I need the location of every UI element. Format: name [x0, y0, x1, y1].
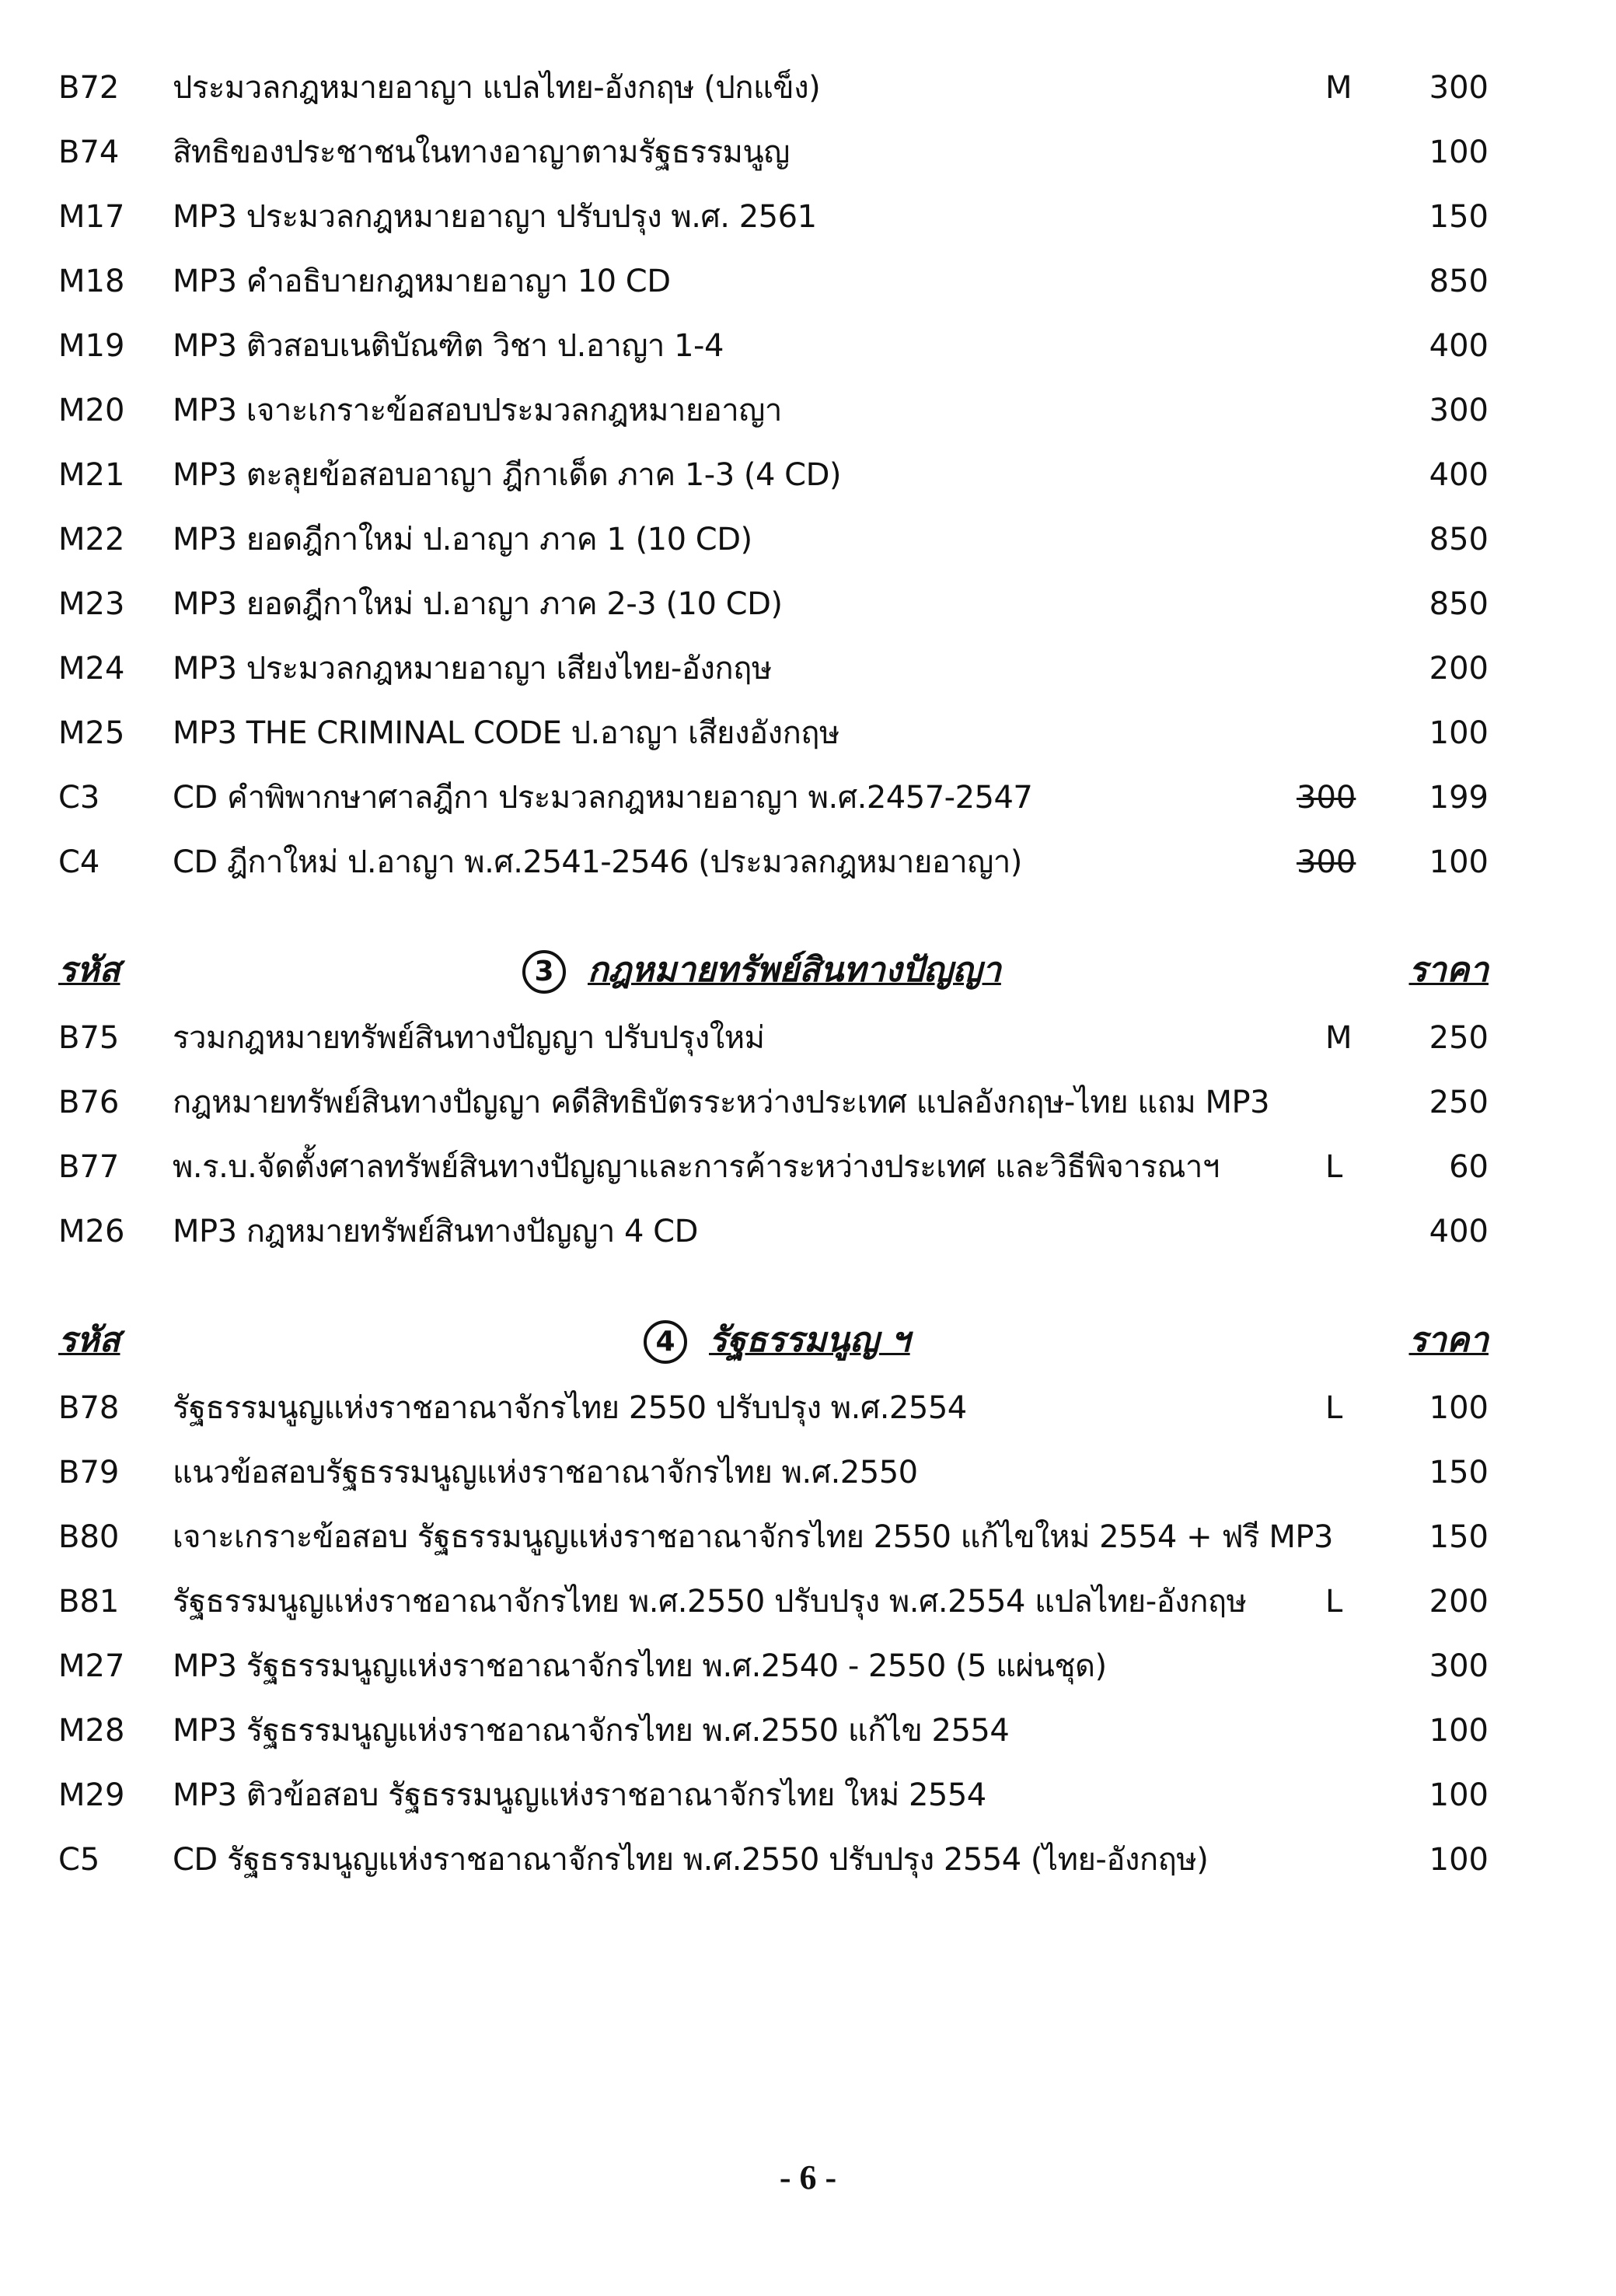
item-code: C3 — [58, 780, 100, 816]
item-price: 100 — [1429, 1777, 1489, 1813]
table-row — [0, 1639, 1616, 1693]
section-title-text: รัฐธรรมนูญ ฯ — [709, 1320, 910, 1360]
circled-number-icon: 4 — [644, 1320, 687, 1364]
section-header-ip — [0, 939, 1616, 1001]
item-description: MP3 ติวข้อสอบ รัฐธรรมนูญแห่งราชอาณาจักรไทย ใหม่ 2554 — [173, 1777, 986, 1813]
item-code: C4 — [58, 844, 100, 880]
table-row — [0, 1704, 1616, 1758]
table-row — [0, 577, 1616, 631]
item-price: 300 — [1429, 70, 1489, 106]
item-price: 100 — [1429, 1713, 1489, 1749]
table-row — [0, 190, 1616, 244]
section-title — [644, 1309, 910, 1372]
table-row — [0, 1075, 1616, 1130]
table-row — [0, 1510, 1616, 1564]
item-price: 199 — [1429, 780, 1489, 816]
table-row — [0, 1140, 1616, 1194]
item-code: M25 — [58, 715, 125, 751]
original-price-strikethrough: 300 — [1297, 780, 1356, 816]
item-size: L — [1325, 1584, 1343, 1620]
page-number: - 6 - — [779, 2158, 837, 2196]
item-price: 250 — [1429, 1020, 1489, 1056]
section-title-text: กฎหมายทรัพย์สินทางปัญญา — [588, 950, 1001, 990]
item-price: 100 — [1429, 715, 1489, 751]
item-price: 400 — [1429, 457, 1489, 493]
item-description: MP3 ยอดฎีกาใหม่ ป.อาญา ภาค 2-3 (10 CD) — [173, 586, 783, 622]
table-row — [0, 448, 1616, 502]
item-code: B80 — [58, 1519, 120, 1555]
item-code: M26 — [58, 1214, 125, 1249]
table-row — [0, 771, 1616, 825]
table-row — [0, 1204, 1616, 1259]
item-code: B74 — [58, 135, 120, 170]
item-description: CD คำพิพากษาศาลฎีกา ประมวลกฎหมายอาญา พ.ศ.2457-2547 — [173, 780, 1033, 816]
item-price: 100 — [1429, 1390, 1489, 1426]
item-description: MP3 ยอดฎีกาใหม่ ป.อาญา ภาค 1 (10 CD) — [173, 522, 752, 557]
table-row — [0, 1381, 1616, 1435]
item-price: 300 — [1429, 393, 1489, 428]
table-row — [0, 254, 1616, 309]
item-code: M23 — [58, 586, 125, 622]
item-price: 400 — [1429, 328, 1489, 364]
item-price: 60 — [1449, 1149, 1489, 1185]
price-column-header: ราคา — [1408, 1320, 1489, 1360]
item-description: รัฐธรรมนูญแห่งราชอาณาจักรไทย พ.ศ.2550 ปรับปรุง พ.ศ.2554 แปลไทย-อังกฤษ — [173, 1584, 1247, 1620]
item-code: B77 — [58, 1149, 120, 1185]
item-price: 200 — [1429, 1584, 1489, 1620]
item-price: 850 — [1429, 264, 1489, 299]
item-description: CD ฎีกาใหม่ ป.อาญา พ.ศ.2541-2546 (ประมวลกฎหมายอาญา) — [173, 844, 1022, 880]
item-description: รวมกฎหมายทรัพย์สินทางปัญญา ปรับปรุงใหม่ — [173, 1020, 765, 1056]
item-price: 100 — [1429, 844, 1489, 880]
table-row — [0, 1011, 1616, 1065]
item-code: C5 — [58, 1842, 100, 1878]
item-price: 850 — [1429, 586, 1489, 622]
item-code: M17 — [58, 199, 125, 235]
item-description: MP3 รัฐธรรมนูญแห่งราชอาณาจักรไทย พ.ศ.2550 แก้ไข 2554 — [173, 1713, 1010, 1749]
item-description: MP3 ตะลุยข้อสอบอาญา ฎีกาเด็ด ภาค 1-3 (4 CD) — [173, 457, 841, 493]
table-row — [0, 1768, 1616, 1822]
item-description: MP3 คำอธิบายกฎหมายอาญา 10 CD — [173, 264, 671, 299]
item-size: M — [1325, 1020, 1352, 1056]
item-code: M18 — [58, 264, 125, 299]
circled-number-icon: 3 — [522, 950, 566, 994]
item-price: 400 — [1429, 1214, 1489, 1249]
item-code: M22 — [58, 522, 125, 557]
code-column-header: รหัส — [58, 950, 120, 990]
item-description: MP3 ประมวลกฎหมายอาญา เสียงไทย-อังกฤษ — [173, 651, 772, 687]
item-description: กฎหมายทรัพย์สินทางปัญญา คดีสิทธิบัตรระหว่างประเทศ แปลอังกฤษ-ไทย แถม MP3 — [173, 1085, 1270, 1120]
price-column-header: ราคา — [1408, 950, 1489, 990]
item-size: L — [1325, 1149, 1343, 1185]
item-description: CD รัฐธรรมนูญแห่งราชอาณาจักรไทย พ.ศ.2550 ปรับปรุง 2554 (ไทย-อังกฤษ) — [173, 1842, 1209, 1878]
table-row — [0, 1445, 1616, 1500]
item-price: 250 — [1429, 1085, 1489, 1120]
item-code: M24 — [58, 651, 125, 687]
item-code: M20 — [58, 393, 125, 428]
item-description: พ.ร.บ.จัดตั้งศาลทรัพย์สินทางปัญญาและการค้าระหว่างประเทศ และวิธีพิจารณาฯ — [173, 1149, 1220, 1185]
item-price: 100 — [1429, 1842, 1489, 1878]
item-code: B79 — [58, 1455, 120, 1490]
item-code: M29 — [58, 1777, 125, 1813]
table-row — [0, 383, 1616, 438]
item-description: MP3 ติวสอบเนติบัณฑิต วิชา ป.อาญา 1-4 — [173, 328, 724, 364]
item-code: B78 — [58, 1390, 120, 1426]
item-description: MP3 รัฐธรรมนูญแห่งราชอาณาจักรไทย พ.ศ.2540 - 2550 (5 แผ่นชุด) — [173, 1648, 1107, 1684]
item-code: B76 — [58, 1085, 120, 1120]
item-description: แนวข้อสอบรัฐธรรมนูญแห่งราชอาณาจักรไทย พ.ศ.2550 — [173, 1455, 918, 1490]
item-description: ประมวลกฎหมายอาญา แปลไทย-อังกฤษ (ปกแข็ง) — [173, 70, 821, 106]
table-row — [0, 641, 1616, 696]
item-description: รัฐธรรมนูญแห่งราชอาณาจักรไทย 2550 ปรับปรุง พ.ศ.2554 — [173, 1390, 967, 1426]
item-price: 300 — [1429, 1648, 1489, 1684]
item-code: M21 — [58, 457, 125, 493]
table-row — [0, 706, 1616, 760]
item-price: 200 — [1429, 651, 1489, 687]
item-description: MP3 กฎหมายทรัพย์สินทางปัญญา 4 CD — [173, 1214, 698, 1249]
table-row — [0, 61, 1616, 115]
table-row — [0, 319, 1616, 373]
original-price-strikethrough: 300 — [1297, 844, 1356, 880]
code-column-header: รหัส — [58, 1320, 120, 1360]
item-description: MP3 ประมวลกฎหมายอาญา ปรับปรุง พ.ศ. 2561 — [173, 199, 817, 235]
item-price: 850 — [1429, 522, 1489, 557]
table-row — [0, 1574, 1616, 1629]
item-code: B81 — [58, 1584, 120, 1620]
table-row — [0, 1833, 1616, 1887]
item-size: M — [1325, 70, 1352, 106]
item-description: MP3 THE CRIMINAL CODE ป.อาญา เสียงอังกฤษ — [173, 715, 839, 751]
table-row — [0, 835, 1616, 889]
item-description: เจาะเกราะข้อสอบ รัฐธรรมนูญแห่งราชอาณาจักรไทย 2550 แก้ไขใหม่ 2554 + ฟรี MP3 — [173, 1519, 1333, 1555]
item-code: M19 — [58, 328, 125, 364]
table-row — [0, 512, 1616, 567]
item-price: 150 — [1429, 199, 1489, 235]
item-code: M28 — [58, 1713, 125, 1749]
item-description: MP3 เจาะเกราะข้อสอบประมวลกฎหมายอาญา — [173, 393, 782, 428]
table-row — [0, 125, 1616, 180]
item-size: L — [1325, 1390, 1343, 1426]
item-code: B72 — [58, 70, 120, 106]
item-price: 150 — [1429, 1519, 1489, 1555]
item-price: 100 — [1429, 135, 1489, 170]
section-header-constitution — [0, 1309, 1616, 1372]
item-description: สิทธิของประชาชนในทางอาญาตามรัฐธรรมนูญ — [173, 135, 790, 170]
item-code: B75 — [58, 1020, 120, 1056]
section-title — [522, 939, 1001, 1001]
item-price: 150 — [1429, 1455, 1489, 1490]
item-code: M27 — [58, 1648, 125, 1684]
